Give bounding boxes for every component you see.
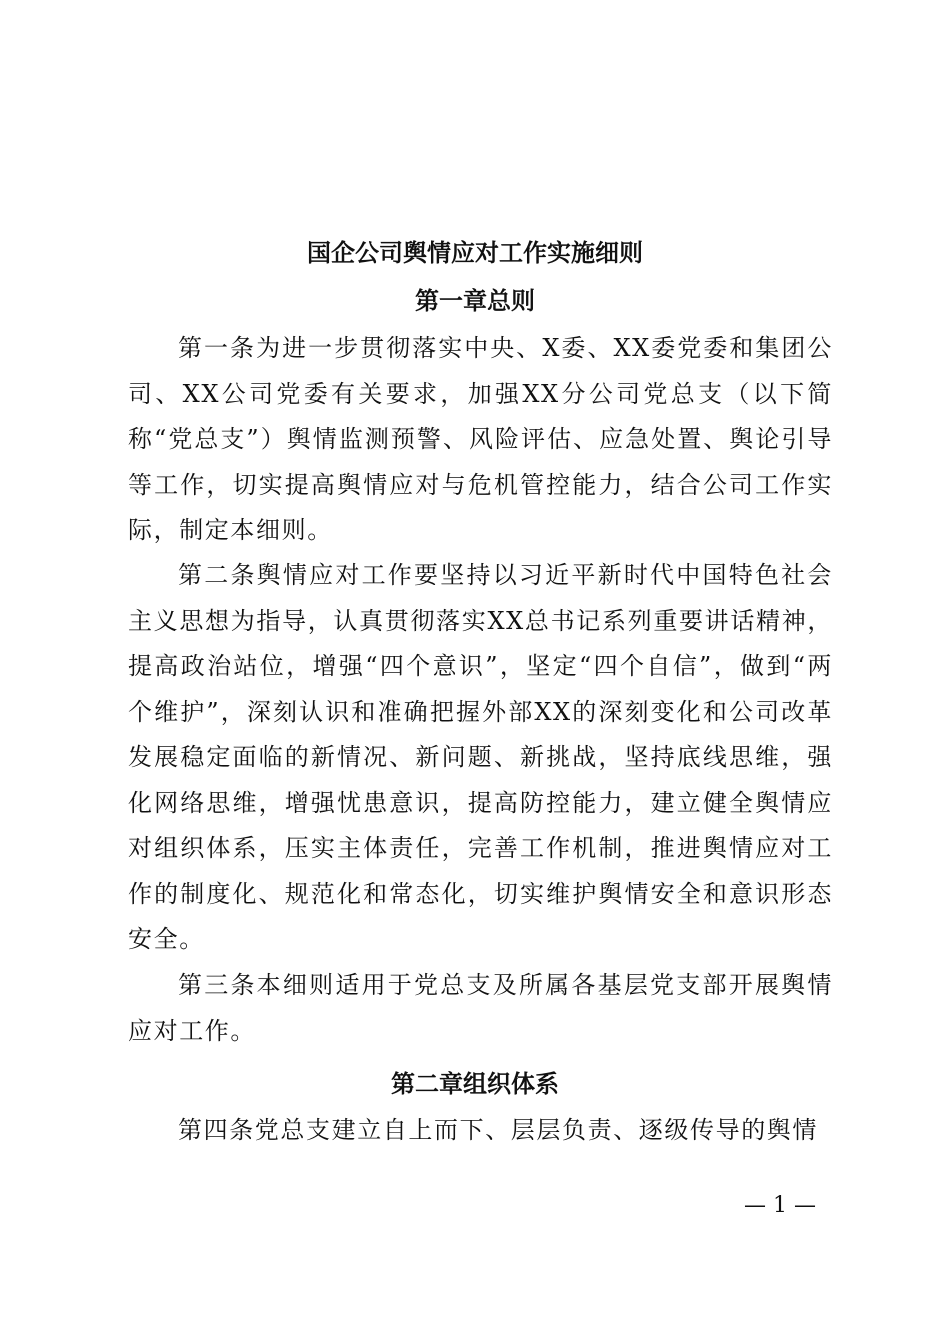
chapter-heading-1: 第一章总则	[415, 286, 535, 315]
article-1-paragraph: 第一条为进一步贯彻落实中央、X委、XX委党委和集团公司、XX公司党委有关要求，加强XX分公司党总支（以下简称“党总支”）舆情监测预警、风险评估、应急处置、舆论引导等工作，切实提高舆情应对与危机管控能力，结合公司工作实际，制定本细则。	[128, 334, 833, 544]
page-number: — 1 —	[744, 1193, 816, 1218]
article-2-paragraph: 第二条舆情应对工作要坚持以习近平新时代中国特色社会主义思想为指导，认真贯彻落实XX总书记系列重要讲话精神，提高政治站位，增强“四个意识”，坚定“四个自信”，做到“两个维护”，深刻认识和准确把握外部XX的深刻变化和公司改革发展稳定面临的新情况、新问题、新挑战，坚持底线思维，强化网络思维，增强忧患意识，提高防控能力，建立健全舆情应对组织体系，压实主体责任，完善工作机制，推进舆情应对工作的制度化、规范化和常态化，切实维护舆情安全和意识形态安全。	[128, 561, 833, 953]
document-title: 国企公司舆情应对工作实施细则	[307, 238, 643, 267]
article-4-paragraph: 第四条党总支建立自上而下、层层负责、逐级传导的舆情	[178, 1116, 818, 1144]
article-3-paragraph: 第三条本细则适用于党总支及所属各基层党支部开展舆情应对工作。	[128, 971, 833, 1045]
chapter-heading-2: 第二章组织体系	[391, 1069, 559, 1098]
